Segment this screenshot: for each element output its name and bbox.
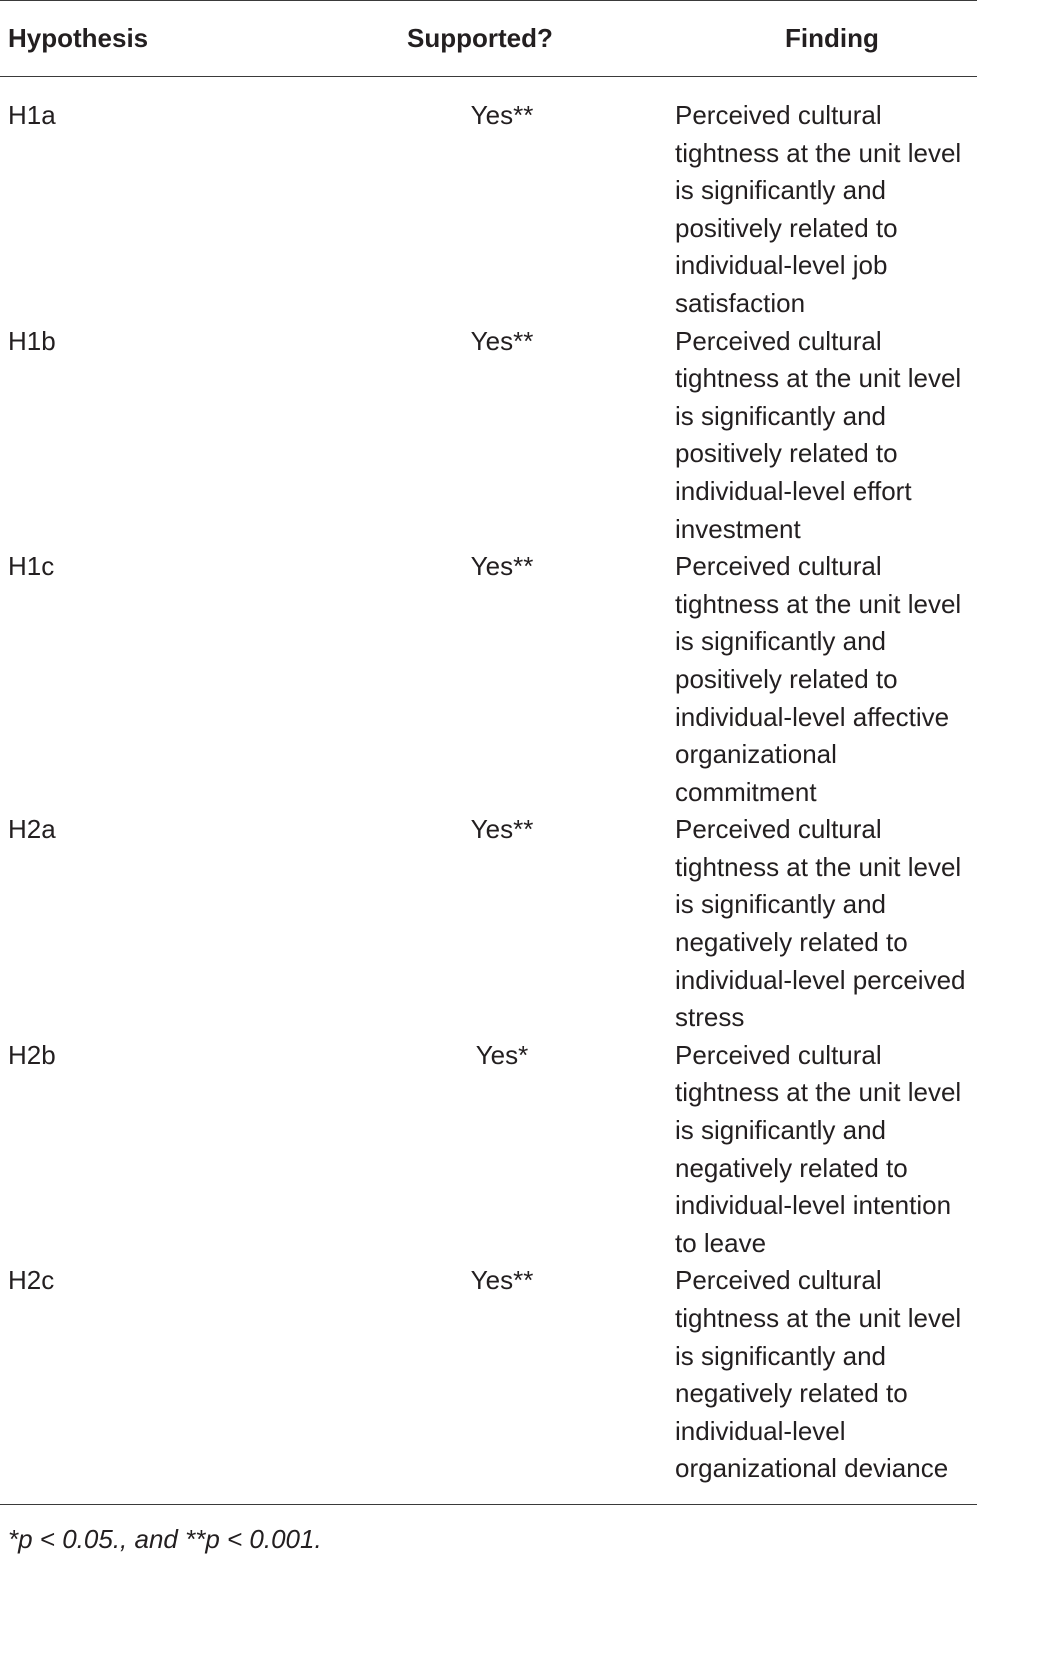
table-row [0,811,977,1037]
finding-cell: Perceived cultural tightness at the unit level is significantly and negatively related to individual-level intention to leave [675,1039,962,1258]
header-row [0,1,977,77]
table-row [0,323,977,549]
supported-cell: Yes** [470,551,534,582]
supported-cell: Yes** [470,100,534,130]
column-header-finding: Finding [675,1,977,77]
finding-cell: Perceived cultural tightness at the unit level is significantly and negatively related to individual-level organizational deviance [675,1262,977,1504]
table-footnote: *p < 0.05., and **p < 0.001. [8,1524,322,1554]
table-body [0,77,977,1505]
hypothesis-cell: H2c [0,1262,345,1504]
finding-cell: Perceived cultural tightness at the unit level is significantly and positively related to individual-level effort investment [675,325,962,544]
hypothesis-cell: H1a [8,100,56,130]
table-row [0,1037,977,1263]
column-header-supported: Supported? [345,1,675,77]
hypothesis-cell: H2b [8,1039,56,1070]
hypothesis-cell: H2a [8,814,56,845]
supported-cell: Yes* [475,1039,529,1070]
finding-cell: Perceived cultural tightness at the unit level is significantly and positively related to individual-level affective organizational commitment [675,551,962,807]
table-row [0,1262,977,1504]
supported-cell: Yes** [470,325,534,356]
finding-cell: Perceived cultural tightness at the unit level is significantly and negatively related to individual-level perceived stress [675,814,966,1033]
supported-cell: Yes** [345,1262,675,1504]
table-header [0,1,977,77]
supported-cell: Yes** [470,814,534,845]
finding-cell: Perceived cultural tightness at the unit level is significantly and positively related to individual-level job satisfaction [675,100,962,318]
hypothesis-cell: H1b [8,325,56,356]
column-header-hypothesis: Hypothesis [0,1,345,77]
table-row [0,77,977,323]
table-row [0,548,977,811]
hypothesis-cell: H1c [8,551,55,582]
